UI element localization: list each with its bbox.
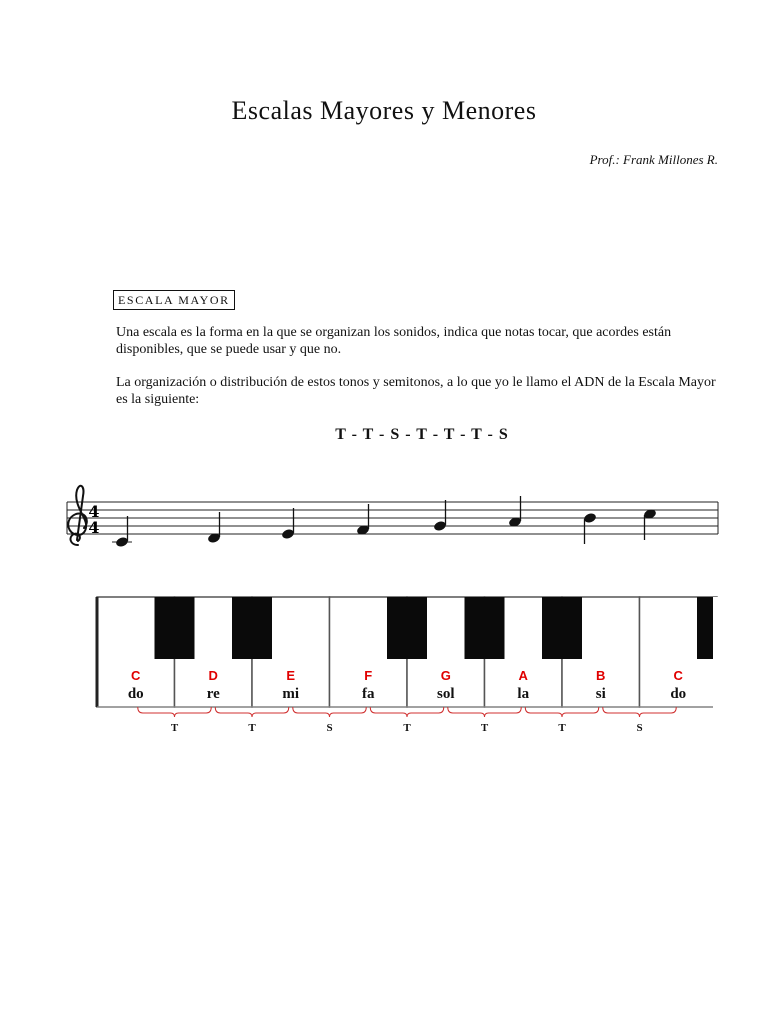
interval-brace <box>370 707 444 717</box>
key-solfege-la: la <box>517 686 530 702</box>
key-solfege-sol: sol <box>436 686 455 702</box>
key-letter-g: G <box>440 668 451 683</box>
music-staff <box>67 486 718 548</box>
key-solfege-fa: fa <box>362 686 375 702</box>
key-letter-e: E <box>286 668 296 683</box>
interval-label: S <box>326 722 333 734</box>
paragraph-adn: La organización o distribución de estos tonos y semitonos, a lo que yo le llamo el ADN de la Escala Mayor es la siguiente: <box>116 375 716 407</box>
interval-brace <box>448 707 522 717</box>
author-line: Prof.: Frank Millones R. <box>589 152 718 167</box>
key-letter-f: F <box>364 668 373 683</box>
interval-label: T <box>248 722 256 734</box>
paragraph-intro: Una escala es la forma en la que se organizan los sonidos, indica que notas tocar, que acordes están disponibles, que se puede usar y que no. <box>116 325 672 357</box>
time-signature-top: 4 <box>88 502 100 521</box>
key-letter-c: C <box>673 668 683 683</box>
black-key <box>155 597 195 659</box>
section-label: ESCALA MAYOR <box>113 290 235 310</box>
key-solfege-mi: mi <box>282 686 300 702</box>
key-solfege-do: do <box>670 686 687 702</box>
interval-brace <box>603 707 677 717</box>
black-key <box>465 597 505 659</box>
interval-brace <box>525 707 599 717</box>
time-signature-bottom: 4 <box>88 518 100 537</box>
interval-brace <box>293 707 367 717</box>
interval-brace <box>138 707 212 717</box>
key-solfege-si: si <box>595 686 606 702</box>
black-key <box>232 597 272 659</box>
key-letter-b: B <box>596 668 606 683</box>
black-key <box>542 597 582 659</box>
piano-keyboard <box>97 597 719 734</box>
interval-label: T <box>170 722 179 734</box>
key-letter-d: D <box>208 668 218 683</box>
black-key <box>387 597 427 659</box>
interval-brace <box>215 707 289 717</box>
interval-label: T <box>403 722 411 734</box>
interval-label: S <box>636 722 643 734</box>
scale-formula: T - T - S - T - T - T - S <box>335 426 509 443</box>
key-letter-c: C <box>131 668 141 683</box>
key-solfege-do: do <box>127 686 144 702</box>
page-title: Escalas Mayores y Menores <box>231 96 537 125</box>
keyboard-right-mask <box>713 597 719 709</box>
interval-label: T <box>558 722 566 734</box>
interval-label: T <box>480 722 489 734</box>
treble-clef-icon <box>68 486 87 545</box>
key-solfege-re: re <box>206 686 220 702</box>
key-letter-a: A <box>518 668 528 683</box>
